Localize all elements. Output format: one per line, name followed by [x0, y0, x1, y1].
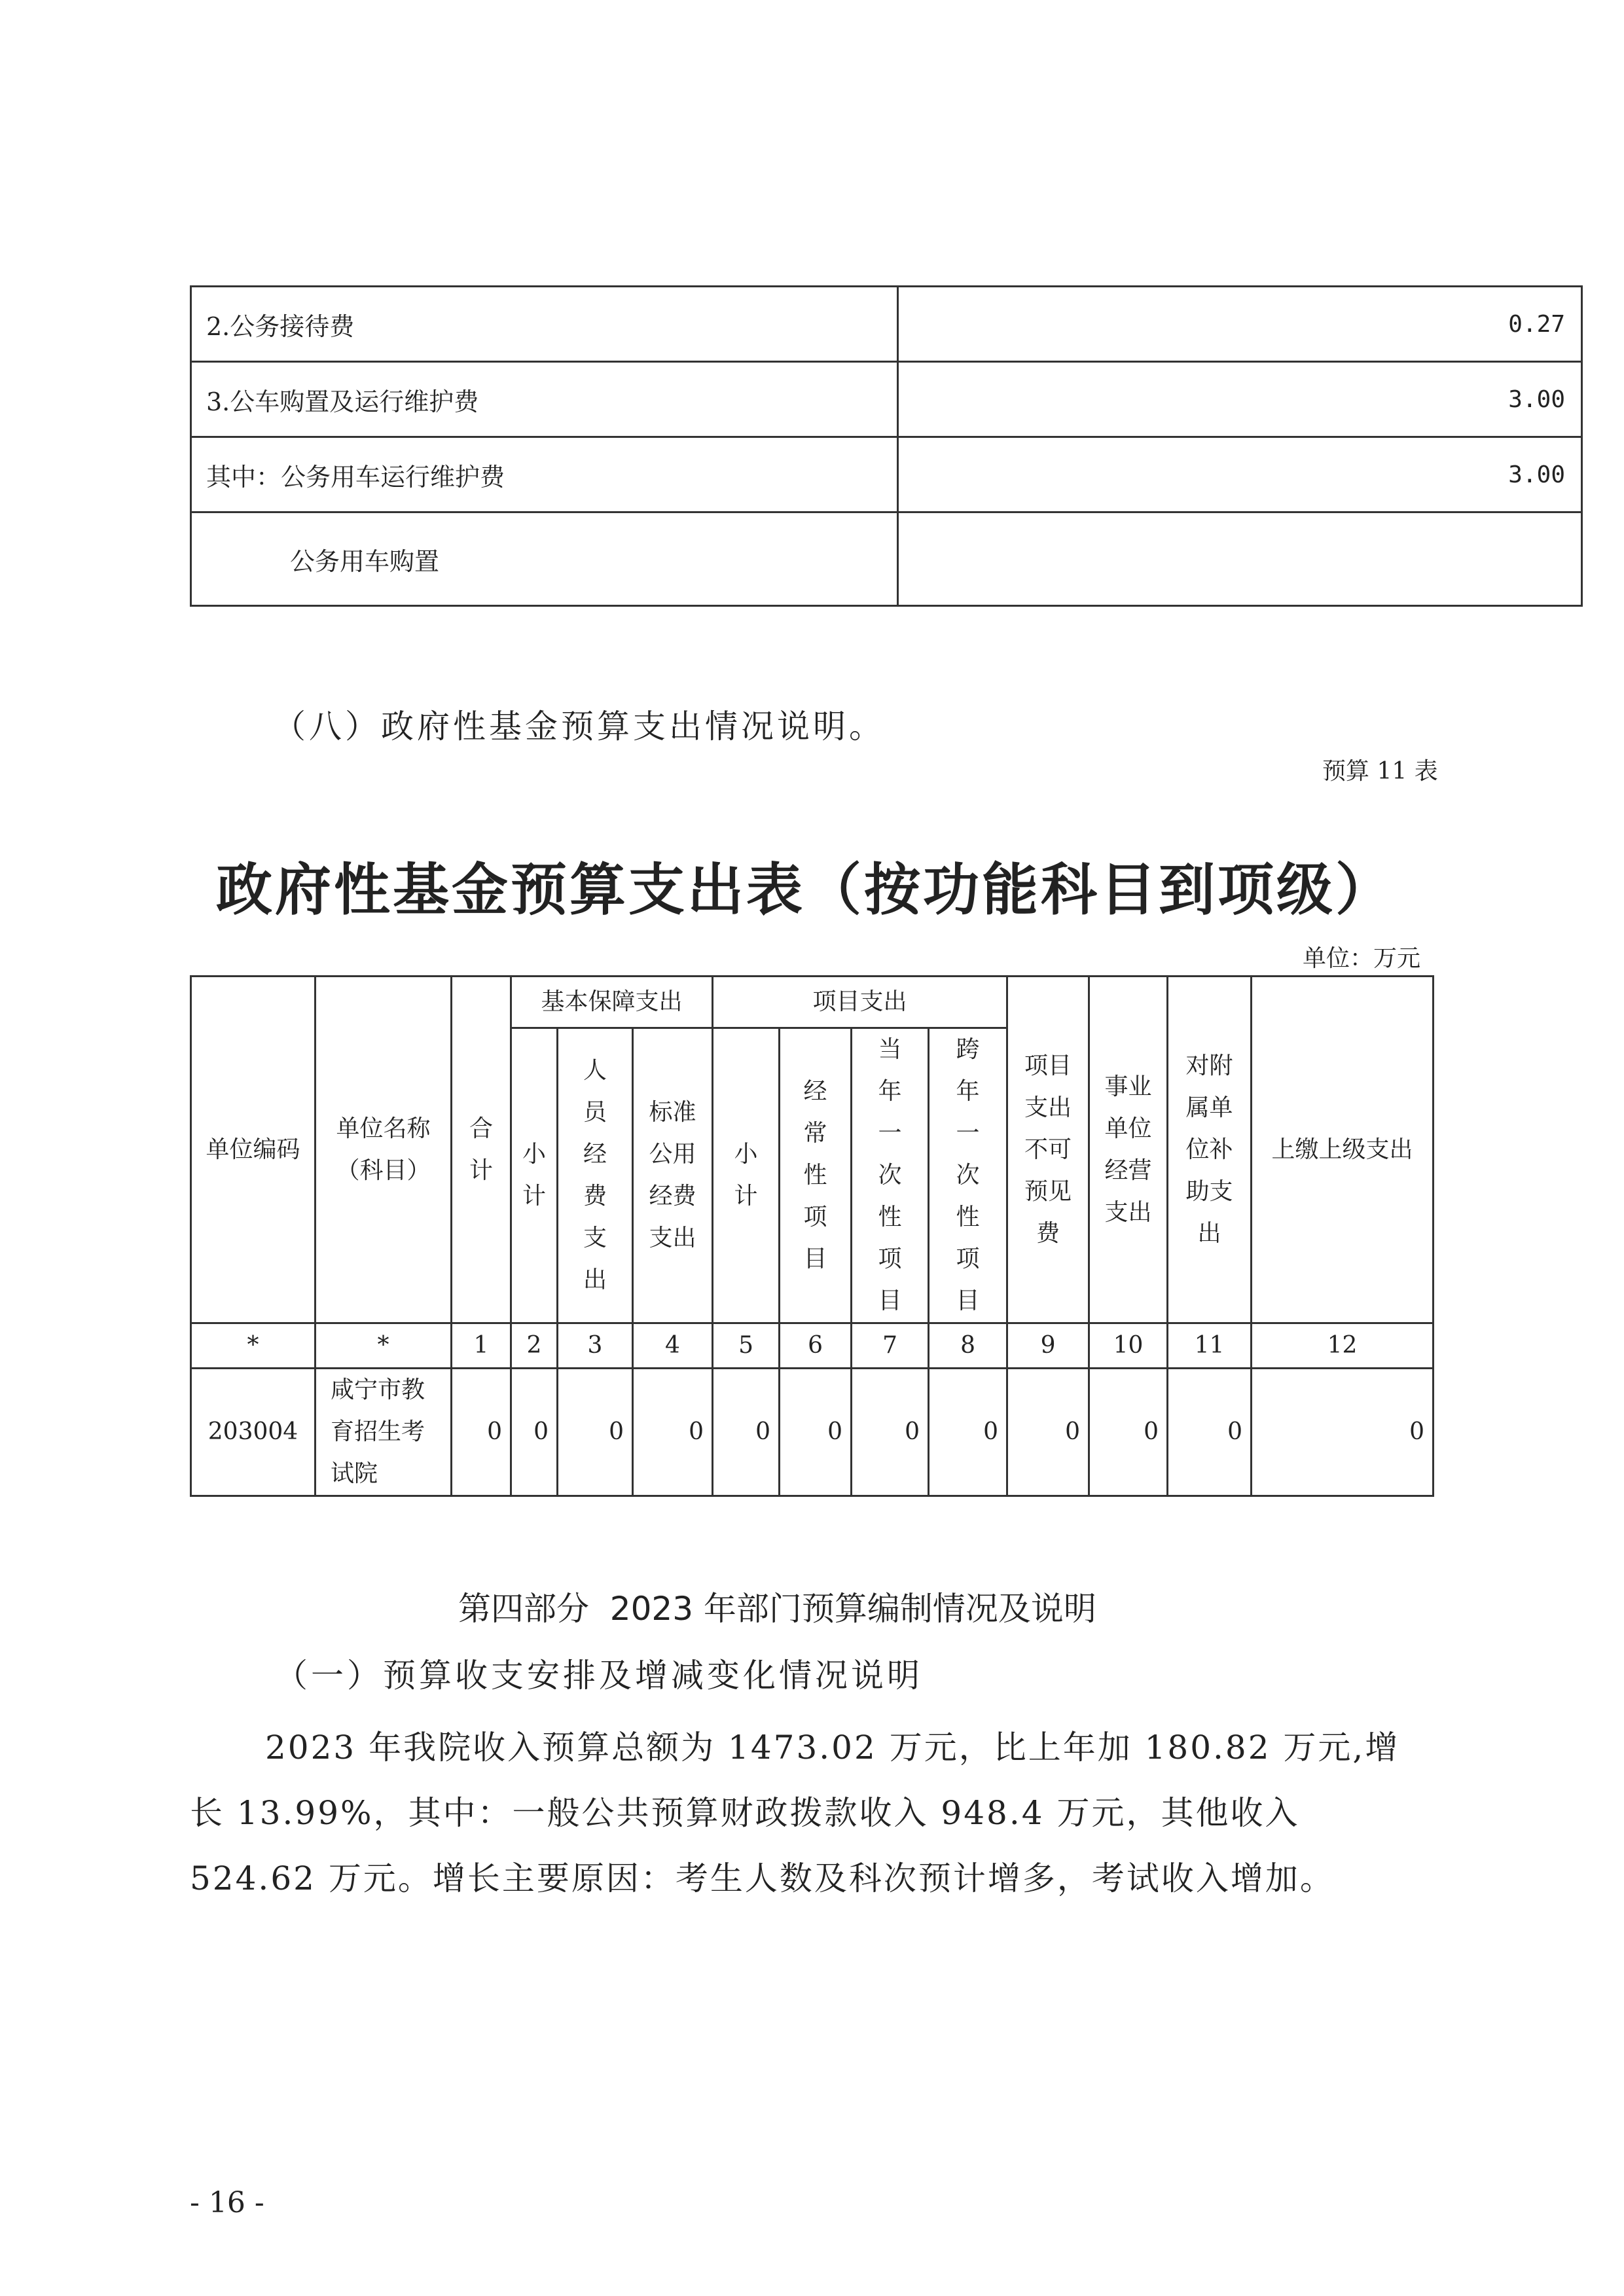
header-personnel: 人员经费支出: [558, 1028, 633, 1323]
row-label: 2.公务接待费: [191, 287, 898, 362]
table-row: [191, 362, 1582, 437]
row-label: 公务用车购置: [191, 512, 898, 606]
index-cell: 9: [1007, 1323, 1089, 1369]
row-value: 3.00: [898, 362, 1582, 437]
body-paragraph: 2023 年我院收入预算总额为 1473.02 万元，比上年加 180.82 万元,增长 13.99%，其中：一般公共预算财政拨款收入 948.4 万元，其他收入 524.62 万元。增长主要原因：考生人数及科次预计增多，考试收入增加。: [190, 1729, 1400, 1897]
unit-code-cell: 203004: [191, 1369, 316, 1496]
table-number: 预算 11 表: [1322, 758, 1438, 785]
page-number: - 16 -: [190, 2186, 264, 2219]
section-heading: （八）政府性基金预算支出情况说明。: [273, 708, 885, 745]
header-unit-name-line2: （科目）: [336, 1157, 431, 1184]
index-cell: 1: [452, 1323, 511, 1369]
value-cell: 0: [452, 1369, 511, 1496]
part-heading: 第四部分 2023 年部门预算编制情况及说明: [458, 1590, 1096, 1628]
header-standard-public: 标准公用经费支出: [633, 1028, 713, 1323]
value-cell: 0: [633, 1369, 713, 1496]
index-cell: *: [191, 1323, 316, 1369]
header-upper: 上缴上级支出: [1252, 977, 1434, 1323]
index-cell: 4: [633, 1323, 713, 1369]
header-unit-code: 单位编码: [191, 977, 316, 1323]
row-value: 3.00: [898, 437, 1582, 512]
section-heading: （一）预算收支安排及增减变化情况说明: [275, 1657, 923, 1695]
header-basic-group: 基本保障支出: [511, 977, 713, 1028]
header-basic-subtotal: 小计: [511, 1028, 558, 1323]
row-value: [898, 512, 1582, 606]
header-cross-year: 跨年一次性项目: [929, 1028, 1007, 1323]
table-row: [191, 437, 1582, 512]
table-row: [191, 512, 1582, 606]
value-cell: 0: [852, 1369, 929, 1496]
index-cell: 11: [1168, 1323, 1252, 1369]
header-row: [191, 977, 1434, 1028]
row-label: 其中：公务用车运行维护费: [191, 437, 898, 512]
index-row: [191, 1323, 1434, 1369]
expense-table-top: [190, 285, 1583, 607]
value-cell: 0: [511, 1369, 558, 1496]
header-total: 合计: [452, 977, 511, 1323]
row-label: 3.公车购置及运行维护费: [191, 362, 898, 437]
value-cell: 0: [1007, 1369, 1089, 1496]
index-cell: 12: [1252, 1323, 1434, 1369]
header-unit-name: [316, 977, 452, 1323]
value-cell: 0: [1168, 1369, 1252, 1496]
value-cell: 0: [558, 1369, 633, 1496]
index-cell: 6: [780, 1323, 852, 1369]
index-cell: 7: [852, 1323, 929, 1369]
value-cell: 0: [780, 1369, 852, 1496]
value-cell: 0: [1252, 1369, 1434, 1496]
value-cell: 0: [1089, 1369, 1168, 1496]
header-unit-name-line1: 单位名称: [336, 1115, 431, 1142]
value-cell: 0: [713, 1369, 780, 1496]
index-cell: 8: [929, 1323, 1007, 1369]
row-value: 0.27: [898, 287, 1582, 362]
header-project-group: 项目支出: [713, 977, 1007, 1028]
value-cell: 0: [929, 1369, 1007, 1496]
table-row: [191, 287, 1582, 362]
unit-name-cell: 咸宁市教育招生考试院: [316, 1369, 452, 1496]
fund-expense-table: [190, 975, 1434, 1497]
header-current-one-time: 当年一次性项目: [852, 1028, 929, 1323]
index-cell: 3: [558, 1323, 633, 1369]
index-cell: 2: [511, 1323, 558, 1369]
header-unforeseen: 项目支出不可预见费: [1007, 977, 1089, 1323]
header-regular: 经常性项目: [780, 1028, 852, 1323]
page-title: 政府性基金预算支出表（按功能科目到项级）: [216, 857, 1394, 923]
header-project-subtotal: 小计: [713, 1028, 780, 1323]
header-subsidiary: 对附属单位补助支出: [1168, 977, 1252, 1323]
index-cell: *: [316, 1323, 452, 1369]
header-business: 事业单位经营支出: [1089, 977, 1168, 1323]
table-row: [191, 1369, 1434, 1496]
index-cell: 5: [713, 1323, 780, 1369]
index-cell: 10: [1089, 1323, 1168, 1369]
unit-label: 单位：万元: [1303, 945, 1421, 972]
